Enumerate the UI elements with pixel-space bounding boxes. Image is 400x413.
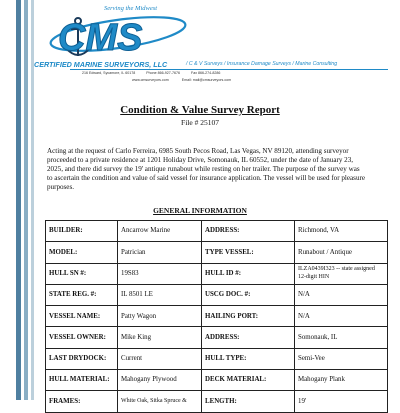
field-label: DECK MATERIAL: [202,370,295,391]
field-label: HULL SN #: [46,263,118,284]
field-label: STATE REG. #: [46,284,118,305]
field-label: HAILING PORT: [202,306,295,327]
field-label: TYPE VESSEL: [202,242,295,263]
company-address: 216 Edward, Sycamore, IL 60178 [82,71,136,75]
field-label: HULL ID #: [202,263,295,284]
field-value: Ancarrow Marine [118,221,202,242]
report-title: Condition & Value Survey Report [120,104,280,116]
field-value: Mahogany Plank [295,370,388,391]
file-number: File # 25107 [181,118,219,127]
field-value: IL 8501 LE [118,284,202,305]
general-info-table [45,220,388,413]
field-label: HULL MATERIAL: [46,370,118,391]
field-value: Current [118,348,202,369]
svg-text:CMS: CMS [58,17,143,59]
field-value: Semi-Vee [295,348,388,369]
company-website[interactable]: www.cmsurveyors.com [132,78,169,82]
decorative-stripe [16,0,21,400]
field-value: ILZA0439I323 -- state assigned 12-digit HIN [295,263,388,284]
company-logo [36,12,206,62]
field-value: N/A [295,284,388,305]
field-label: VESSEL OWNER: [46,327,118,348]
company-phone: Phone 866-927-7676 [146,71,180,75]
field-value: Somonauk, IL [295,327,388,348]
decorative-stripe [24,0,28,400]
table-row [46,242,388,263]
letterhead-rule [70,69,388,70]
field-value: Patty Wagon [118,306,202,327]
contact-line [82,71,230,75]
field-label: BUILDER: [46,221,118,242]
field-label: VESSEL NAME: [46,306,118,327]
field-label: HULL TYPE: [202,348,295,369]
table-row [46,306,388,327]
company-tagline: Serving the Midwest [104,5,158,12]
field-label: LENGTH: [202,391,295,412]
table-row [46,348,388,369]
field-value: Patrician [118,242,202,263]
company-name: CERTIFIED MARINE SURVEYORS, LLC [34,60,168,69]
company-email[interactable]: Email: mail@cmsurveyors.com [181,78,232,82]
field-label: ADDRESS: [202,221,295,242]
field-label: LAST DRYDOCK: [46,348,118,369]
field-value: Mahogany Plywood [118,370,202,391]
field-value: Runabout / Antique [295,242,388,263]
field-value: 19S83 [118,263,202,284]
field-value: 19' [295,391,388,412]
table-row [46,327,388,348]
field-label: FRAMES: [46,391,118,412]
table-row [46,284,388,305]
company-services: / C & V Surveys / Insurance Damage Surveys / Marine Consulting [186,61,338,67]
field-value: Richmond, VA [295,221,388,242]
table-row [46,370,388,391]
table-row [46,263,388,284]
field-label: USCG DOC. #: [202,284,295,305]
field-label: MODEL: [46,242,118,263]
intro-paragraph: Acting at the request of Carlo Ferreira, 6985 South Pecos Road, Las Vegas, NV 89120, attending surveyor proceeded to a private residence at 1201 Holiday Drive, Somonauk, IL 60552, under the date of January 23, 2025, and there did survey the 19' antique runabout while resting on her trailer. The purpose of the survey was to ascertain the condition and value of said vessel for insurance application. The vessel will be used for pleasure purposes. [47,147,365,191]
field-value: N/A [295,306,388,327]
table-row [46,221,388,242]
web-line [132,78,243,82]
field-label: ADDRESS: [202,327,295,348]
table-row [46,391,388,412]
company-fax: Fax 866-274-8286 [191,71,221,75]
field-value: White Oak, Sitka Spruce & [118,391,202,412]
section-heading: GENERAL INFORMATION [153,206,247,215]
field-value: Mike King [118,327,202,348]
